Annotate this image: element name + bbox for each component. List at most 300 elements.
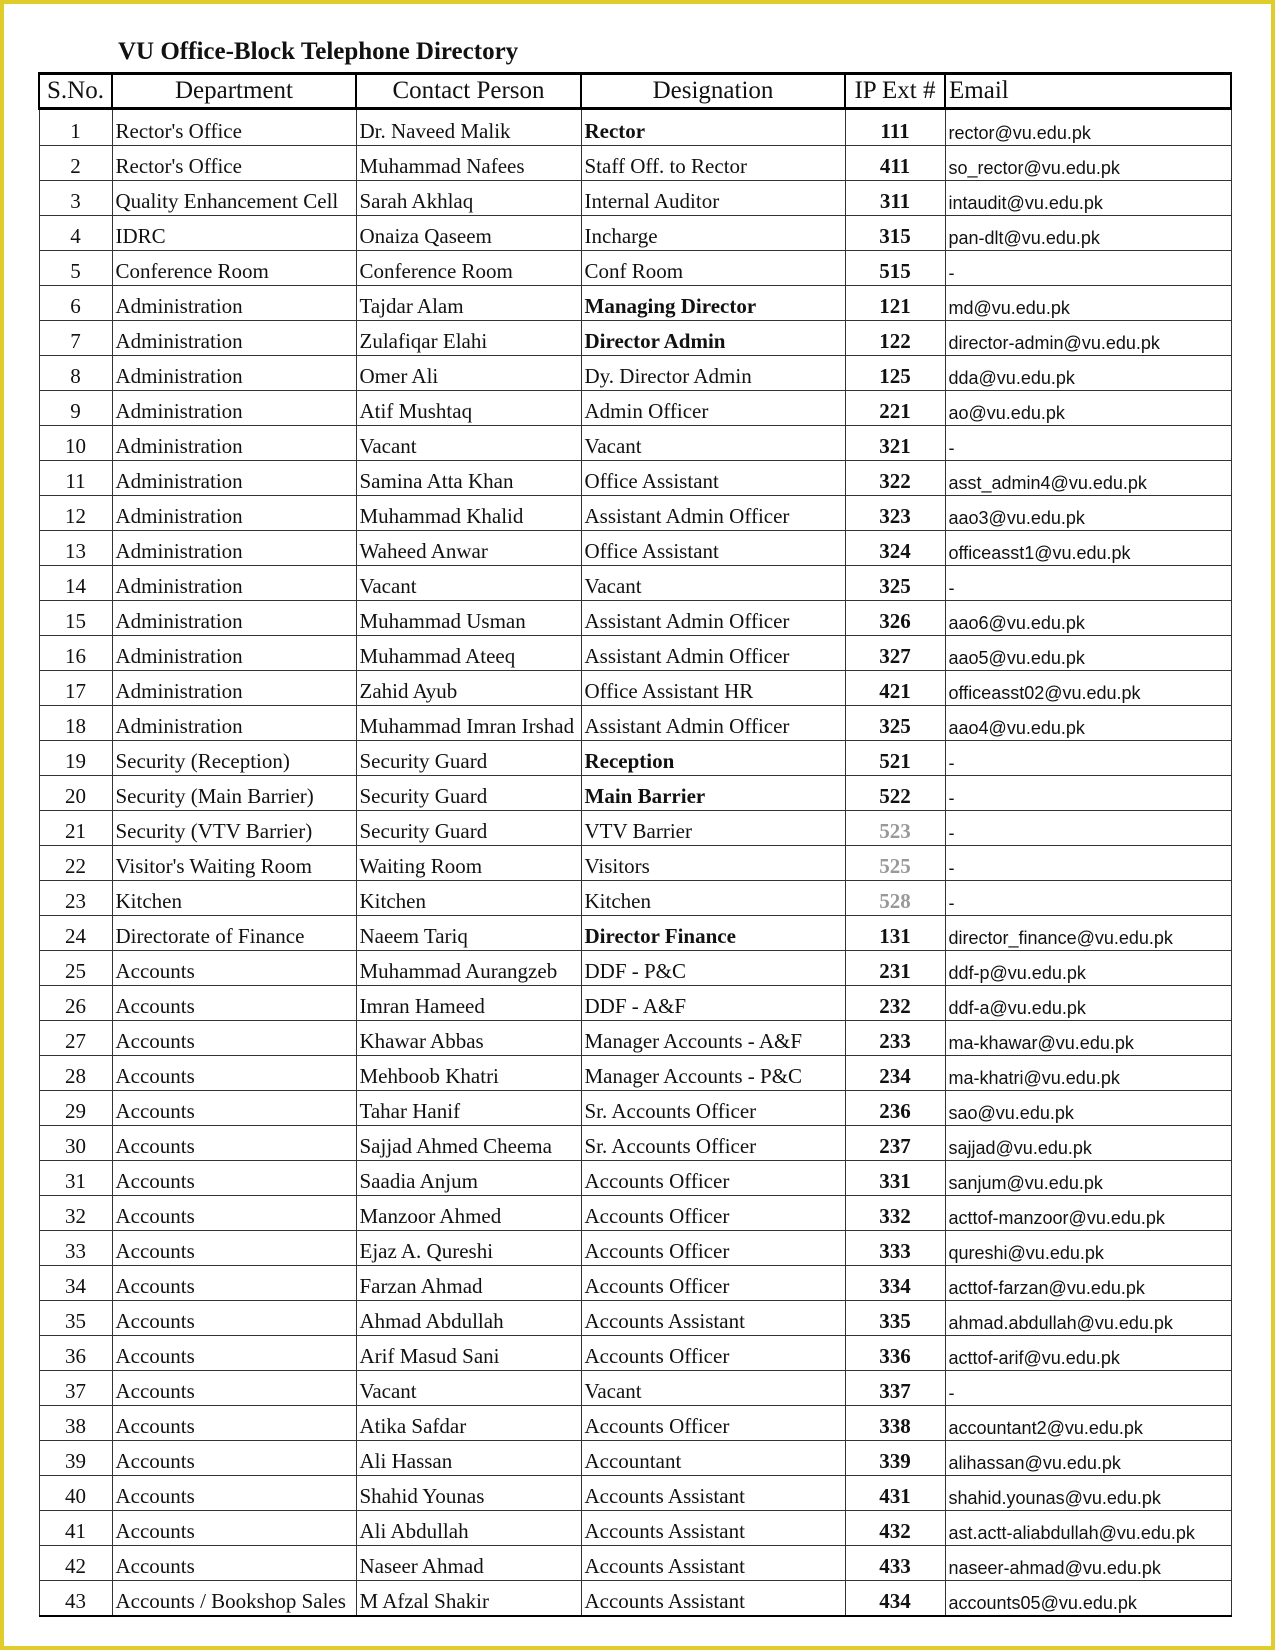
cell-designation: Vacant [581, 1371, 845, 1406]
cell-sno: 19 [39, 741, 112, 776]
cell-ip-ext: 233 [845, 1021, 945, 1056]
cell-ip-ext: 236 [845, 1091, 945, 1126]
table-row [39, 146, 1231, 181]
header-department: Department [112, 74, 356, 109]
cell-sno: 22 [39, 846, 112, 881]
cell-sno: 30 [39, 1126, 112, 1161]
cell-department: Accounts / Bookshop Sales [112, 1581, 356, 1617]
table-row [39, 916, 1231, 951]
cell-email: sanjum@vu.edu.pk [945, 1161, 1231, 1196]
cell-contact-person: Security Guard [356, 776, 581, 811]
cell-department: Administration [112, 636, 356, 671]
cell-contact-person: Arif Masud Sani [356, 1336, 581, 1371]
cell-ip-ext: 421 [845, 671, 945, 706]
cell-contact-person: Vacant [356, 1371, 581, 1406]
table-row [39, 496, 1231, 531]
cell-email: officeasst1@vu.edu.pk [945, 531, 1231, 566]
cell-contact-person: Security Guard [356, 741, 581, 776]
cell-email: - [945, 881, 1231, 916]
cell-sno: 31 [39, 1161, 112, 1196]
cell-sno: 5 [39, 251, 112, 286]
cell-sno: 7 [39, 321, 112, 356]
cell-department: Administration [112, 321, 356, 356]
cell-sno: 43 [39, 1581, 112, 1617]
cell-department: IDRC [112, 216, 356, 251]
cell-sno: 3 [39, 181, 112, 216]
table-row [39, 1056, 1231, 1091]
cell-contact-person: Onaiza Qaseem [356, 216, 581, 251]
table-row [39, 321, 1231, 356]
cell-designation: Staff Off. to Rector [581, 146, 845, 181]
cell-sno: 24 [39, 916, 112, 951]
cell-contact-person: Tahar Hanif [356, 1091, 581, 1126]
cell-sno: 42 [39, 1546, 112, 1581]
cell-department: Accounts [112, 1301, 356, 1336]
cell-ip-ext: 325 [845, 566, 945, 601]
table-row [39, 391, 1231, 426]
cell-ip-ext: 327 [845, 636, 945, 671]
cell-contact-person: Ali Hassan [356, 1441, 581, 1476]
cell-department: Directorate of Finance [112, 916, 356, 951]
cell-contact-person: Conference Room [356, 251, 581, 286]
cell-email: officeasst02@vu.edu.pk [945, 671, 1231, 706]
cell-contact-person: Saadia Anjum [356, 1161, 581, 1196]
table-row [39, 706, 1231, 741]
cell-email: ao@vu.edu.pk [945, 391, 1231, 426]
table-row [39, 1406, 1231, 1441]
cell-designation: Assistant Admin Officer [581, 496, 845, 531]
cell-sno: 11 [39, 461, 112, 496]
cell-email: - [945, 776, 1231, 811]
table-row [39, 426, 1231, 461]
cell-contact-person: Shahid Younas [356, 1476, 581, 1511]
cell-email: director_finance@vu.edu.pk [945, 916, 1231, 951]
cell-email: qureshi@vu.edu.pk [945, 1231, 1231, 1266]
cell-contact-person: Dr. Naveed Malik [356, 109, 581, 146]
cell-ip-ext: 336 [845, 1336, 945, 1371]
cell-department: Accounts [112, 1371, 356, 1406]
cell-contact-person: Samina Atta Khan [356, 461, 581, 496]
cell-designation: VTV Barrier [581, 811, 845, 846]
cell-ip-ext: 331 [845, 1161, 945, 1196]
cell-designation: Accounts Assistant [581, 1301, 845, 1336]
table-row [39, 1091, 1231, 1126]
cell-designation: Accountant [581, 1441, 845, 1476]
cell-ip-ext: 431 [845, 1476, 945, 1511]
table-body [39, 109, 1231, 1617]
cell-ip-ext: 433 [845, 1546, 945, 1581]
header-ip-ext: IP Ext # [845, 74, 945, 109]
cell-designation: Accounts Assistant [581, 1511, 845, 1546]
cell-department: Administration [112, 426, 356, 461]
cell-department: Administration [112, 461, 356, 496]
cell-designation: Accounts Officer [581, 1266, 845, 1301]
cell-contact-person: Atika Safdar [356, 1406, 581, 1441]
table-row [39, 461, 1231, 496]
cell-designation: Kitchen [581, 881, 845, 916]
cell-ip-ext: 434 [845, 1581, 945, 1617]
cell-email: sajjad@vu.edu.pk [945, 1126, 1231, 1161]
table-row [39, 1196, 1231, 1231]
cell-ip-ext: 333 [845, 1231, 945, 1266]
table-row [39, 1266, 1231, 1301]
table-row [39, 986, 1231, 1021]
cell-email: dda@vu.edu.pk [945, 356, 1231, 391]
cell-sno: 14 [39, 566, 112, 601]
cell-contact-person: Zahid Ayub [356, 671, 581, 706]
cell-department: Accounts [112, 1021, 356, 1056]
cell-email: ahmad.abdullah@vu.edu.pk [945, 1301, 1231, 1336]
cell-ip-ext: 122 [845, 321, 945, 356]
cell-contact-person: Muhammad Khalid [356, 496, 581, 531]
cell-sno: 16 [39, 636, 112, 671]
cell-designation: Manager Accounts - P&C [581, 1056, 845, 1091]
cell-designation: DDF - P&C [581, 951, 845, 986]
cell-contact-person: Muhammad Imran Irshad [356, 706, 581, 741]
cell-department: Administration [112, 286, 356, 321]
cell-ip-ext: 234 [845, 1056, 945, 1091]
cell-contact-person: Muhammad Ateeq [356, 636, 581, 671]
cell-department: Accounts [112, 1126, 356, 1161]
cell-department: Administration [112, 706, 356, 741]
cell-contact-person: Muhammad Usman [356, 601, 581, 636]
cell-email: ddf-p@vu.edu.pk [945, 951, 1231, 986]
cell-designation: Visitors [581, 846, 845, 881]
cell-designation: Incharge [581, 216, 845, 251]
cell-ip-ext: 411 [845, 146, 945, 181]
cell-sno: 25 [39, 951, 112, 986]
cell-department: Accounts [112, 1266, 356, 1301]
table-row [39, 776, 1231, 811]
cell-contact-person: Vacant [356, 566, 581, 601]
cell-department: Visitor's Waiting Room [112, 846, 356, 881]
cell-ip-ext: 334 [845, 1266, 945, 1301]
cell-sno: 21 [39, 811, 112, 846]
cell-sno: 38 [39, 1406, 112, 1441]
cell-contact-person: Muhammad Aurangzeb [356, 951, 581, 986]
cell-email: rector@vu.edu.pk [945, 109, 1231, 146]
cell-ip-ext: 121 [845, 286, 945, 321]
directory-table [38, 72, 1232, 1617]
table-row [39, 109, 1231, 146]
cell-designation: Rector [581, 109, 845, 146]
cell-email: md@vu.edu.pk [945, 286, 1231, 321]
cell-sno: 27 [39, 1021, 112, 1056]
cell-sno: 9 [39, 391, 112, 426]
cell-designation: Manager Accounts - A&F [581, 1021, 845, 1056]
cell-ip-ext: 521 [845, 741, 945, 776]
cell-email: naseer-ahmad@vu.edu.pk [945, 1546, 1231, 1581]
cell-email: - [945, 811, 1231, 846]
cell-email: asst_admin4@vu.edu.pk [945, 461, 1231, 496]
cell-ip-ext: 432 [845, 1511, 945, 1546]
table-row [39, 1126, 1231, 1161]
cell-contact-person: Imran Hameed [356, 986, 581, 1021]
cell-contact-person: Manzoor Ahmed [356, 1196, 581, 1231]
cell-department: Security (VTV Barrier) [112, 811, 356, 846]
table-row [39, 1371, 1231, 1406]
cell-email: accountant2@vu.edu.pk [945, 1406, 1231, 1441]
cell-designation: Office Assistant HR [581, 671, 845, 706]
cell-email: - [945, 1371, 1231, 1406]
cell-email: acttof-farzan@vu.edu.pk [945, 1266, 1231, 1301]
cell-email: sao@vu.edu.pk [945, 1091, 1231, 1126]
cell-ip-ext: 326 [845, 601, 945, 636]
cell-department: Security (Reception) [112, 741, 356, 776]
cell-designation: Accounts Assistant [581, 1546, 845, 1581]
table-row [39, 531, 1231, 566]
cell-email: ddf-a@vu.edu.pk [945, 986, 1231, 1021]
cell-ip-ext: 111 [845, 109, 945, 146]
cell-department: Conference Room [112, 251, 356, 286]
table-row [39, 601, 1231, 636]
cell-designation: Internal Auditor [581, 181, 845, 216]
cell-contact-person: Sarah Akhlaq [356, 181, 581, 216]
cell-designation: Managing Director [581, 286, 845, 321]
cell-department: Accounts [112, 1196, 356, 1231]
cell-department: Administration [112, 356, 356, 391]
cell-designation: Accounts Assistant [581, 1476, 845, 1511]
cell-ip-ext: 332 [845, 1196, 945, 1231]
cell-designation: Assistant Admin Officer [581, 706, 845, 741]
cell-email: aao6@vu.edu.pk [945, 601, 1231, 636]
cell-contact-person: M Afzal Shakir [356, 1581, 581, 1617]
cell-contact-person: Waiting Room [356, 846, 581, 881]
cell-department: Administration [112, 391, 356, 426]
table-row [39, 1546, 1231, 1581]
header-designation: Designation [581, 74, 845, 109]
cell-sno: 15 [39, 601, 112, 636]
table-row [39, 951, 1231, 986]
cell-sno: 4 [39, 216, 112, 251]
table-row [39, 1231, 1231, 1266]
cell-designation: Assistant Admin Officer [581, 636, 845, 671]
cell-designation: Dy. Director Admin [581, 356, 845, 391]
table-row [39, 286, 1231, 321]
cell-designation: Accounts Officer [581, 1406, 845, 1441]
cell-contact-person: Naseer Ahmad [356, 1546, 581, 1581]
cell-email: accounts05@vu.edu.pk [945, 1581, 1231, 1617]
table-row [39, 1476, 1231, 1511]
cell-designation: Admin Officer [581, 391, 845, 426]
cell-sno: 32 [39, 1196, 112, 1231]
cell-sno: 40 [39, 1476, 112, 1511]
cell-contact-person: Security Guard [356, 811, 581, 846]
cell-ip-ext: 321 [845, 426, 945, 461]
cell-designation: DDF - A&F [581, 986, 845, 1021]
cell-email: acttof-arif@vu.edu.pk [945, 1336, 1231, 1371]
cell-sno: 39 [39, 1441, 112, 1476]
cell-email: pan-dlt@vu.edu.pk [945, 216, 1231, 251]
cell-department: Accounts [112, 986, 356, 1021]
cell-designation: Office Assistant [581, 461, 845, 496]
table-row [39, 1161, 1231, 1196]
cell-ip-ext: 221 [845, 391, 945, 426]
cell-department: Accounts [112, 1511, 356, 1546]
table-row [39, 1441, 1231, 1476]
cell-ip-ext: 515 [845, 251, 945, 286]
cell-contact-person: Atif Mushtaq [356, 391, 581, 426]
cell-department: Accounts [112, 1336, 356, 1371]
cell-ip-ext: 311 [845, 181, 945, 216]
cell-email: intaudit@vu.edu.pk [945, 181, 1231, 216]
table-row [39, 1021, 1231, 1056]
cell-designation: Director Admin [581, 321, 845, 356]
cell-contact-person: Sajjad Ahmed Cheema [356, 1126, 581, 1161]
cell-ip-ext: 323 [845, 496, 945, 531]
cell-designation: Vacant [581, 426, 845, 461]
cell-department: Accounts [112, 1406, 356, 1441]
cell-contact-person: Khawar Abbas [356, 1021, 581, 1056]
table-header [39, 74, 1231, 109]
cell-sno: 13 [39, 531, 112, 566]
cell-department: Administration [112, 671, 356, 706]
cell-ip-ext: 525 [845, 846, 945, 881]
cell-ip-ext: 338 [845, 1406, 945, 1441]
cell-sno: 28 [39, 1056, 112, 1091]
cell-department: Accounts [112, 1546, 356, 1581]
table-row [39, 846, 1231, 881]
cell-department: Accounts [112, 1231, 356, 1266]
page-title: VU Office-Block Telephone Directory [118, 38, 519, 65]
cell-designation: Accounts Officer [581, 1196, 845, 1231]
cell-department: Accounts [112, 1441, 356, 1476]
cell-department: Accounts [112, 1161, 356, 1196]
cell-sno: 8 [39, 356, 112, 391]
cell-sno: 12 [39, 496, 112, 531]
cell-ip-ext: 125 [845, 356, 945, 391]
cell-sno: 33 [39, 1231, 112, 1266]
cell-designation: Accounts Assistant [581, 1581, 845, 1617]
cell-department: Administration [112, 566, 356, 601]
cell-email: ast.actt-aliabdullah@vu.edu.pk [945, 1511, 1231, 1546]
cell-email: - [945, 741, 1231, 776]
cell-contact-person: Zulafiqar Elahi [356, 321, 581, 356]
cell-department: Accounts [112, 1091, 356, 1126]
cell-department: Rector's Office [112, 109, 356, 146]
table-row [39, 881, 1231, 916]
cell-designation: Vacant [581, 566, 845, 601]
cell-ip-ext: 315 [845, 216, 945, 251]
cell-department: Kitchen [112, 881, 356, 916]
cell-department: Accounts [112, 1476, 356, 1511]
cell-designation: Accounts Officer [581, 1161, 845, 1196]
cell-ip-ext: 335 [845, 1301, 945, 1336]
cell-department: Quality Enhancement Cell [112, 181, 356, 216]
cell-contact-person: Naeem Tariq [356, 916, 581, 951]
cell-designation: Office Assistant [581, 531, 845, 566]
table-row [39, 811, 1231, 846]
table-row [39, 636, 1231, 671]
cell-ip-ext: 324 [845, 531, 945, 566]
cell-email: - [945, 566, 1231, 601]
cell-ip-ext: 523 [845, 811, 945, 846]
cell-contact-person: Muhammad Nafees [356, 146, 581, 181]
cell-sno: 37 [39, 1371, 112, 1406]
cell-sno: 36 [39, 1336, 112, 1371]
cell-designation: Main Barrier [581, 776, 845, 811]
cell-contact-person: Farzan Ahmad [356, 1266, 581, 1301]
cell-department: Rector's Office [112, 146, 356, 181]
cell-sno: 29 [39, 1091, 112, 1126]
cell-sno: 1 [39, 109, 112, 146]
cell-sno: 17 [39, 671, 112, 706]
table-row [39, 1511, 1231, 1546]
header-row [39, 74, 1231, 109]
cell-sno: 26 [39, 986, 112, 1021]
cell-designation: Director Finance [581, 916, 845, 951]
cell-ip-ext: 522 [845, 776, 945, 811]
cell-sno: 23 [39, 881, 112, 916]
cell-ip-ext: 237 [845, 1126, 945, 1161]
cell-sno: 20 [39, 776, 112, 811]
cell-sno: 6 [39, 286, 112, 321]
cell-department: Administration [112, 601, 356, 636]
cell-email: acttof-manzoor@vu.edu.pk [945, 1196, 1231, 1231]
cell-email: - [945, 251, 1231, 286]
cell-contact-person: Waheed Anwar [356, 531, 581, 566]
cell-contact-person: Mehboob Khatri [356, 1056, 581, 1091]
cell-email: - [945, 846, 1231, 881]
cell-email: so_rector@vu.edu.pk [945, 146, 1231, 181]
table-row [39, 1336, 1231, 1371]
table-row [39, 356, 1231, 391]
cell-email: aao5@vu.edu.pk [945, 636, 1231, 671]
cell-email: - [945, 426, 1231, 461]
cell-department: Accounts [112, 1056, 356, 1091]
table-row [39, 566, 1231, 601]
cell-sno: 10 [39, 426, 112, 461]
cell-email: shahid.younas@vu.edu.pk [945, 1476, 1231, 1511]
table-row [39, 181, 1231, 216]
cell-contact-person: Omer Ali [356, 356, 581, 391]
cell-contact-person: Ali Abdullah [356, 1511, 581, 1546]
cell-sno: 35 [39, 1301, 112, 1336]
cell-designation: Sr. Accounts Officer [581, 1126, 845, 1161]
table-row [39, 671, 1231, 706]
cell-contact-person: Ejaz A. Qureshi [356, 1231, 581, 1266]
cell-email: aao3@vu.edu.pk [945, 496, 1231, 531]
cell-ip-ext: 528 [845, 881, 945, 916]
cell-designation: Reception [581, 741, 845, 776]
table-row [39, 216, 1231, 251]
table-row [39, 741, 1231, 776]
table-row [39, 251, 1231, 286]
cell-department: Accounts [112, 951, 356, 986]
cell-designation: Accounts Officer [581, 1231, 845, 1266]
cell-ip-ext: 325 [845, 706, 945, 741]
cell-ip-ext: 131 [845, 916, 945, 951]
header-email: Email [945, 74, 1231, 109]
cell-email: alihassan@vu.edu.pk [945, 1441, 1231, 1476]
cell-sno: 41 [39, 1511, 112, 1546]
cell-email: aao4@vu.edu.pk [945, 706, 1231, 741]
cell-email: ma-khawar@vu.edu.pk [945, 1021, 1231, 1056]
cell-department: Administration [112, 496, 356, 531]
cell-contact-person: Ahmad Abdullah [356, 1301, 581, 1336]
cell-sno: 34 [39, 1266, 112, 1301]
cell-designation: Assistant Admin Officer [581, 601, 845, 636]
cell-ip-ext: 339 [845, 1441, 945, 1476]
cell-email: director-admin@vu.edu.pk [945, 321, 1231, 356]
cell-ip-ext: 337 [845, 1371, 945, 1406]
cell-designation: Conf Room [581, 251, 845, 286]
header-contact-person: Contact Person [356, 74, 581, 109]
cell-ip-ext: 322 [845, 461, 945, 496]
cell-contact-person: Kitchen [356, 881, 581, 916]
cell-designation: Sr. Accounts Officer [581, 1091, 845, 1126]
cell-contact-person: Tajdar Alam [356, 286, 581, 321]
